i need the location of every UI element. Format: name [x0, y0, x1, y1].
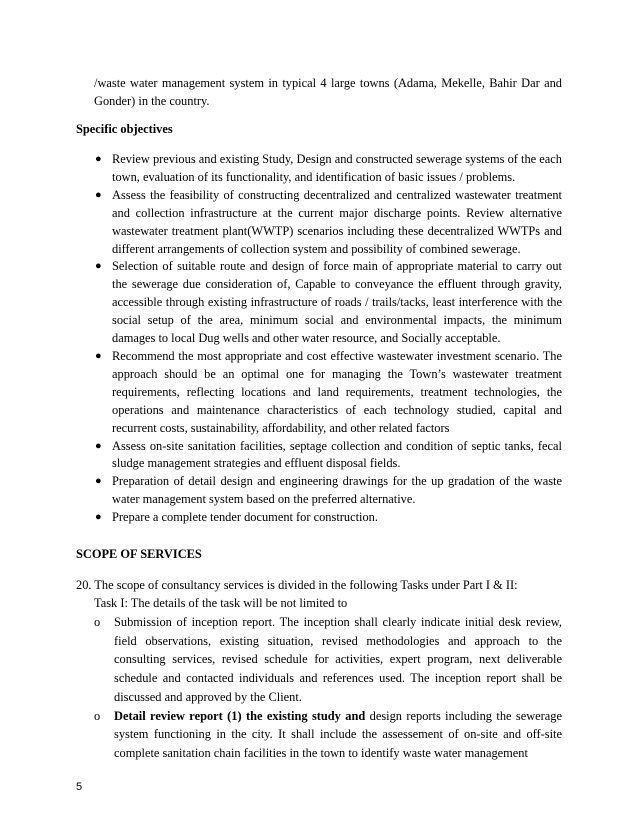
objective-item: ● Review previous and existing Study, Design and constructed sewerage systems of the each town, evaluation of its functionality, and identification of basic issues / problems. — [95, 152, 562, 184]
task-sub-item: o Submission of inception report. The inception shall clearly indicate initial desk review, field observations, existing situation, revised methodologies and approach to the consulting services, revised schedule for activities, expert program, next deliverable schedule and contacted individuals and references used. The inception report shall be discussed and approved by the Client. — [94, 615, 562, 704]
objective-item: ● Recommend the most appropriate and cost effective wastewater investment scenario. The approach should be an optimal one for managing the Town’s wastewater treatment requirements, reflecting locations and land requirements, treatment technologies, the operations and maintenance characteristics of each technology studied, capital and recurrent costs, sustainability, affordability, and other related factors — [95, 348, 562, 435]
sub-item-bold-lead: Detail review report (1) the existing study and — [114, 708, 366, 723]
circle-bullet-icon: o — [94, 708, 101, 723]
task-sub-item: o Detail review report (1) the existing study and design reports including the sewerage system functioning in the city. It shall include the assessement of on-site and off-site complete sanitation chain facilities in the town to identify waste water management — [94, 708, 563, 760]
objective-item: ● Prepare a complete tender document for construction. — [94, 509, 562, 527]
objective-item: ● Assess on-site sanitation facilities, septage collection and condition of septic tanks, fecal sludge management strategies and effluent disposal fields. — [95, 438, 562, 471]
objective-item: ● Assess the feasibility of constructing decentralized and centralized wastewater treatment and collection infrastructure at the current major discharge points. Review alternative wastewater treatment plant(WWTP) scenarios including these decentralized WWTPs and different arrangements of collection system and possibility of combined sewerage. — [95, 187, 562, 256]
bullet-icon: ● — [95, 188, 102, 201]
page-number: 5 — [76, 781, 83, 793]
scope-of-services-heading: SCOPE OF SERVICES — [76, 547, 202, 561]
objective-item: ● Preparation of detail design and engineering drawings for the up gradation of the waste water management system based on the preferred alternative. — [95, 474, 562, 507]
specific-objectives-heading: Specific objectives — [76, 122, 173, 136]
task-sub-list — [94, 613, 562, 763]
task-intro: Task I: The details of the task will be not limited to — [94, 596, 348, 610]
intro-paragraph: /waste water management system in typical 4 large towns (Adama, Mekelle, Bahir Dar and Gonder) in the country. — [94, 76, 562, 109]
bullet-icon: ● — [95, 349, 102, 362]
bullet-icon: ● — [95, 439, 102, 452]
bullet-icon: ● — [95, 153, 102, 165]
objective-item: ● Selection of suitable route and design of force main of appropriate material to carry out the sewerage due consideration of, Capable to conveyance the effluent through gravity, accessible through existing infrastructure of roads / trails/tacks, least interference with the social setup of the area, minimum social and environmental impacts, the minimum damages to local Dug wells and other water resource, and Socially acceptable. — [95, 259, 562, 346]
bullet-icon: ● — [95, 475, 102, 488]
bullet-icon: ● — [95, 511, 102, 524]
circle-bullet-icon: o — [94, 615, 101, 629]
bullet-icon: ● — [95, 260, 102, 273]
objectives-list — [94, 151, 562, 527]
paragraph-20: 20. The scope of consultancy services is divided in the following Tasks under Part I & II: — [76, 578, 518, 592]
